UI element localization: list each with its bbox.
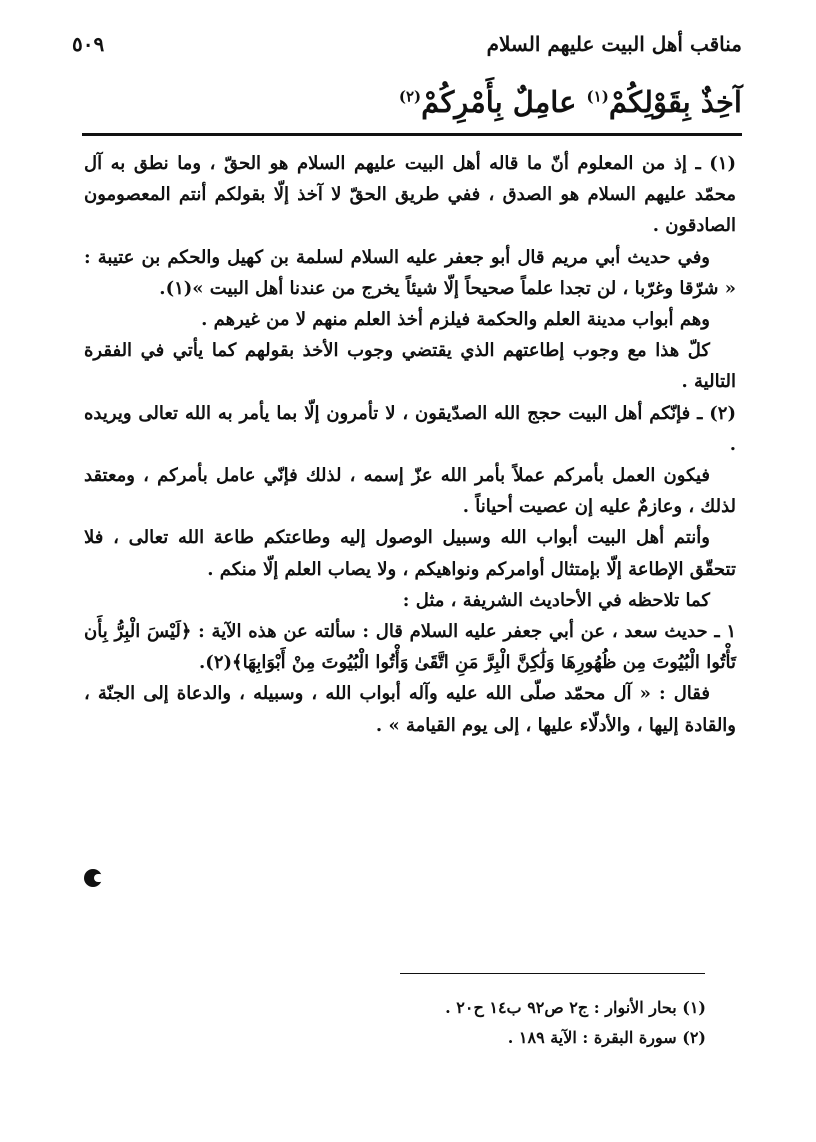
commentary-body: [84, 148, 736, 741]
paragraph-note-two: (٢) ـ فإنّكم أهل البيت حجج الله الصدّيقون ، لا تأمرون إلّا بما يأمر به الله تعالى ويريده .: [84, 402, 736, 455]
paragraph-obedience: كلّ هذا مع وجوب إطاعتهم الذي يقتضي وجوب الأخذ بقولهم كما يأتي في الفقرة التالية .: [84, 340, 736, 393]
footnote-ref-two: (٢): [398, 87, 422, 106]
paragraph-reply: فقال : « آل محمّد صلّى الله عليه وآله أبواب الله ، وسبيله ، والدعاة إلى الجنّة ، والقادة إليها ، والأدلّاء عليها ، إلى يوم القيامة » .: [84, 683, 736, 736]
paragraph-as-noted: كما تلاحظه في الأحاديث الشريفة ، مثل :: [402, 589, 710, 611]
paragraph-hadith-saad: ١ ـ حديث سعد ، عن أبي جعفر عليه السلام قال : سألته عن هذه الآية : ﴿لَيْسَ الْبِرُّ بِأَن تَأْتُوا الْبُيُوتَ مِن ظُهُورِهَا وَلَٰكِنَّ الْبِرَّ مَنِ اتَّقَىٰ وَأْتُوا الْبُيُوتَ مِنْ أَبْوَابِهَا﴾(٢).: [84, 621, 736, 674]
page-number: ٥٠٩: [72, 32, 105, 56]
verse-part-one: آخِذٌ بِقَوْلِكُمْ: [608, 85, 742, 119]
heading-divider: [82, 133, 742, 136]
paragraph-note-one: (١) ـ إذ من المعلوم أنّ ما قاله أهل البيت عليهم السلام هو الحقّ ، وما نطق به آل محمّد عليهم السلام هو الصدق ، ففي طريق الحقّ لا آخذ إلّا بقولكم أنتم المعصومون الصادقون .: [84, 153, 736, 237]
footnotes: [146, 993, 706, 1053]
running-title: مناقب أهل البيت عليهم السلام: [486, 32, 742, 56]
paragraph-gates-of-knowledge: وهم أبواب مدينة العلم والحكمة فيلزم أخذ العلم منهم لا من غيرهم .: [201, 309, 710, 331]
footnote-one: (١) بحار الأنوار : ج٢ ص٩٢ ب١٤ ح٢٠ .: [445, 998, 706, 1017]
footnote-ref-one: (١): [586, 87, 609, 106]
footnote-two: (٢) سورة البقرة : الآية ١٨٩ .: [507, 1028, 706, 1047]
continuation-mark-icon: [84, 869, 102, 887]
paragraph-acting-on-command: فيكون العمل بأمركم عملاً بأمر الله عزّ إسمه ، لذلك فإنّي عامل بأمركم ، ومعتقد لذلك ، وعازمٌ عليه إن عصيت أحياناً .: [84, 465, 736, 518]
footnote-divider: [400, 973, 705, 974]
paragraph-hadith-abi-maryam: وفي حديث أبي مريم قال أبو جعفر عليه السلام لسلمة بن كهيل والحكم بن عتيبة : « شرّقا وغرّبا ، لن تجدا علماً صحيحاً إلّا شيئاً يخرج من عندنا أهل البيت »(١).: [84, 246, 736, 299]
page-header: [72, 30, 742, 62]
verse-part-two: عامِلٌ بِأَمْرِكُمْ: [421, 85, 587, 119]
paragraph-gates-of-allah: وأنتم أهل البيت أبواب الله وسبيل الوصول إليه وطاعتكم طاعة الله تعالى ، فلا تتحقّق الإطاعة إلّا بإمتثال أوامركم ونواهيكم ، ولا يصاب العلم إلّا منكم .: [84, 527, 736, 580]
verse-heading: [72, 80, 742, 124]
